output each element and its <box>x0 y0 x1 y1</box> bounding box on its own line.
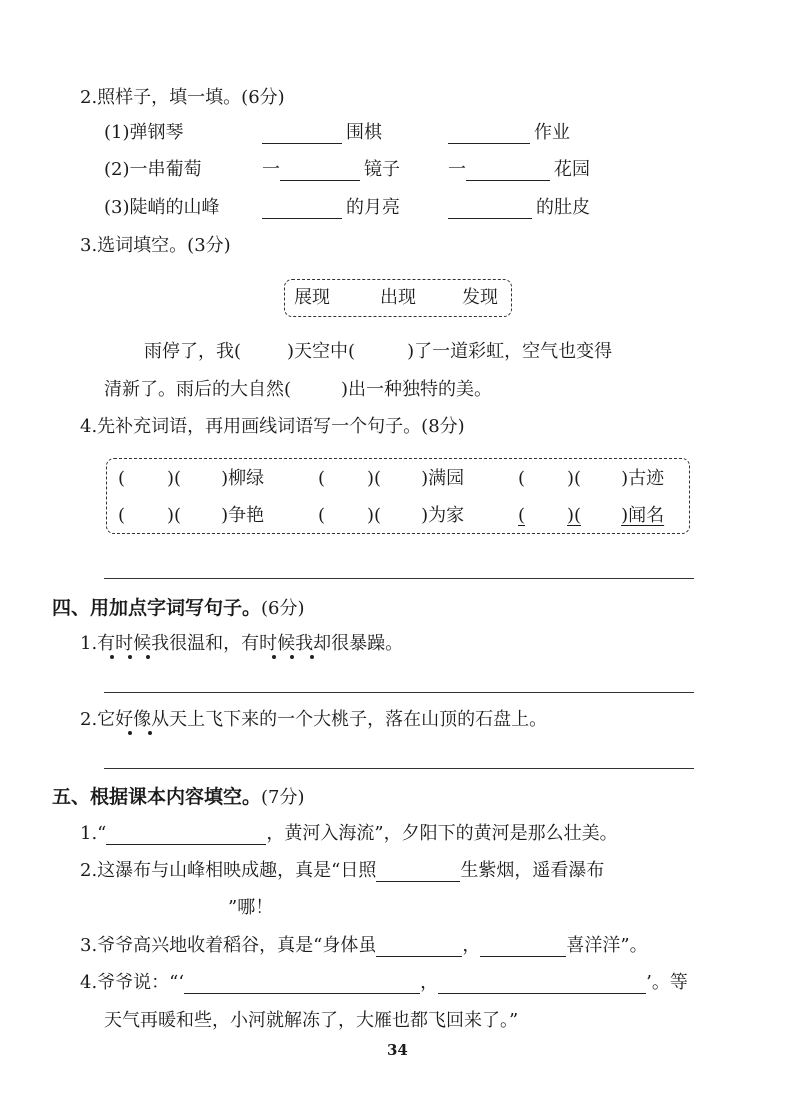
page-number: 34 <box>387 1041 408 1059</box>
sec5-i4-blank-1[interactable] <box>184 975 420 994</box>
sec4-answer-line-1[interactable] <box>104 692 694 693</box>
emphasis-dot <box>128 655 132 659</box>
emphasis-dot <box>146 655 150 659</box>
q4-row2b: ( )( )为家 <box>318 505 465 526</box>
sec5-i3-blank-1[interactable] <box>376 938 462 957</box>
q4-row1: ( )( )柳绿 <box>118 468 265 489</box>
sec4-item2: 2.它好像从天上飞下来的一个大桃子，落在山顶的石盘上。 <box>80 709 548 730</box>
sec4-heading: 四、用加点字词写句子。(6分) <box>52 597 305 619</box>
q2-row2-example: (2)一串葡萄 <box>104 159 202 180</box>
emphasis-dot <box>148 731 152 735</box>
q4-row1c: ( )( )古迹 <box>518 468 665 489</box>
sec4-item1-dots <box>100 655 340 661</box>
sec4-answer-line-2[interactable] <box>104 768 694 769</box>
q2-row1-end-blank[interactable] <box>448 125 530 144</box>
q2-row3-mid: 的月亮 <box>262 197 400 219</box>
sec5-item4: 4.爷爷说：“‘ ， ’。等 <box>80 972 688 993</box>
q2-title: 2.照样子，填一填。(6分) <box>80 87 285 108</box>
sec5-item1: 1.“ ，黄河入海流”，夕阳下的黄河是那么壮美。 <box>80 823 618 844</box>
q2-row1-example: (1)弹钢琴 <box>104 122 184 143</box>
q2-row2-mid-blank[interactable] <box>280 162 360 181</box>
emphasis-dot <box>310 655 314 659</box>
emphasis-dot <box>128 731 132 735</box>
q2-row1-end: 作业 <box>448 122 570 144</box>
q3-para-line2: 清新了。雨后的大自然( )出一种独特的美。 <box>104 379 493 400</box>
sec5-heading: 五、根据课本内容填空。(7分) <box>52 786 305 808</box>
q2-row1-mid: 围棋 <box>262 122 382 144</box>
sec5-i1-blank[interactable] <box>106 826 266 845</box>
q2-row3-mid-blank[interactable] <box>262 200 342 219</box>
sec4-item2-dots <box>100 731 180 737</box>
q4-title: 4.先补充词语，再用画线词语写一个句子。(8分) <box>80 416 465 437</box>
sec5-i2-blank-1[interactable] <box>376 863 460 882</box>
q4-answer-line[interactable] <box>104 578 694 579</box>
emphasis-dot <box>290 655 294 659</box>
q2-row2-end: 一 花园 <box>448 159 590 180</box>
emphasis-dot <box>272 655 276 659</box>
q3-title: 3.选词填空。(3分) <box>80 235 231 256</box>
q4-row1b: ( )( )满园 <box>318 468 465 489</box>
q2-row3-example: (3)陡峭的山峰 <box>104 197 220 218</box>
q2-row3-end: 的肚皮 <box>448 197 590 219</box>
sec5-i2-blank-2[interactable] <box>104 901 228 919</box>
q3-word-2: 出现 <box>380 287 416 308</box>
q3-word-3: 发现 <box>462 287 498 308</box>
q2-row2-end-blank[interactable] <box>466 162 550 181</box>
sec5-item2: 2.这瀑布与山峰相映成趣，真是“日照 生紫烟，遥看瀑布 <box>80 860 605 881</box>
q2-row1-mid-blank[interactable] <box>262 125 342 144</box>
sec5-i3-blank-2[interactable] <box>480 938 566 957</box>
q3-word-1: 展现 <box>294 287 330 308</box>
q4-row2: ( )( )争艳 <box>118 505 265 526</box>
q2-row2-mid: 一 镜子 <box>262 159 400 180</box>
q2-row3-end-blank[interactable] <box>448 200 532 219</box>
sec5-i4-blank-2[interactable] <box>438 975 646 994</box>
sec5-item2-cont: ”哪！ <box>104 897 273 919</box>
emphasis-dot <box>110 655 114 659</box>
sec4-item1: 1.有时候我很温和，有时候我却很暴躁。 <box>80 633 404 654</box>
q3-para-line1: 雨停了，我( )天空中( )了一道彩虹，空气也变得 <box>144 341 613 362</box>
sec5-item4-cont: 天气再暖和些，小河就解冻了，大雁也都飞回来了。” <box>104 1010 519 1031</box>
q4-row2c-underlined: ( )( )闻名 <box>518 505 665 526</box>
sec5-item3: 3.爷爷高兴地收着稻谷，真是“身体虽 ， 喜洋洋”。 <box>80 935 648 956</box>
